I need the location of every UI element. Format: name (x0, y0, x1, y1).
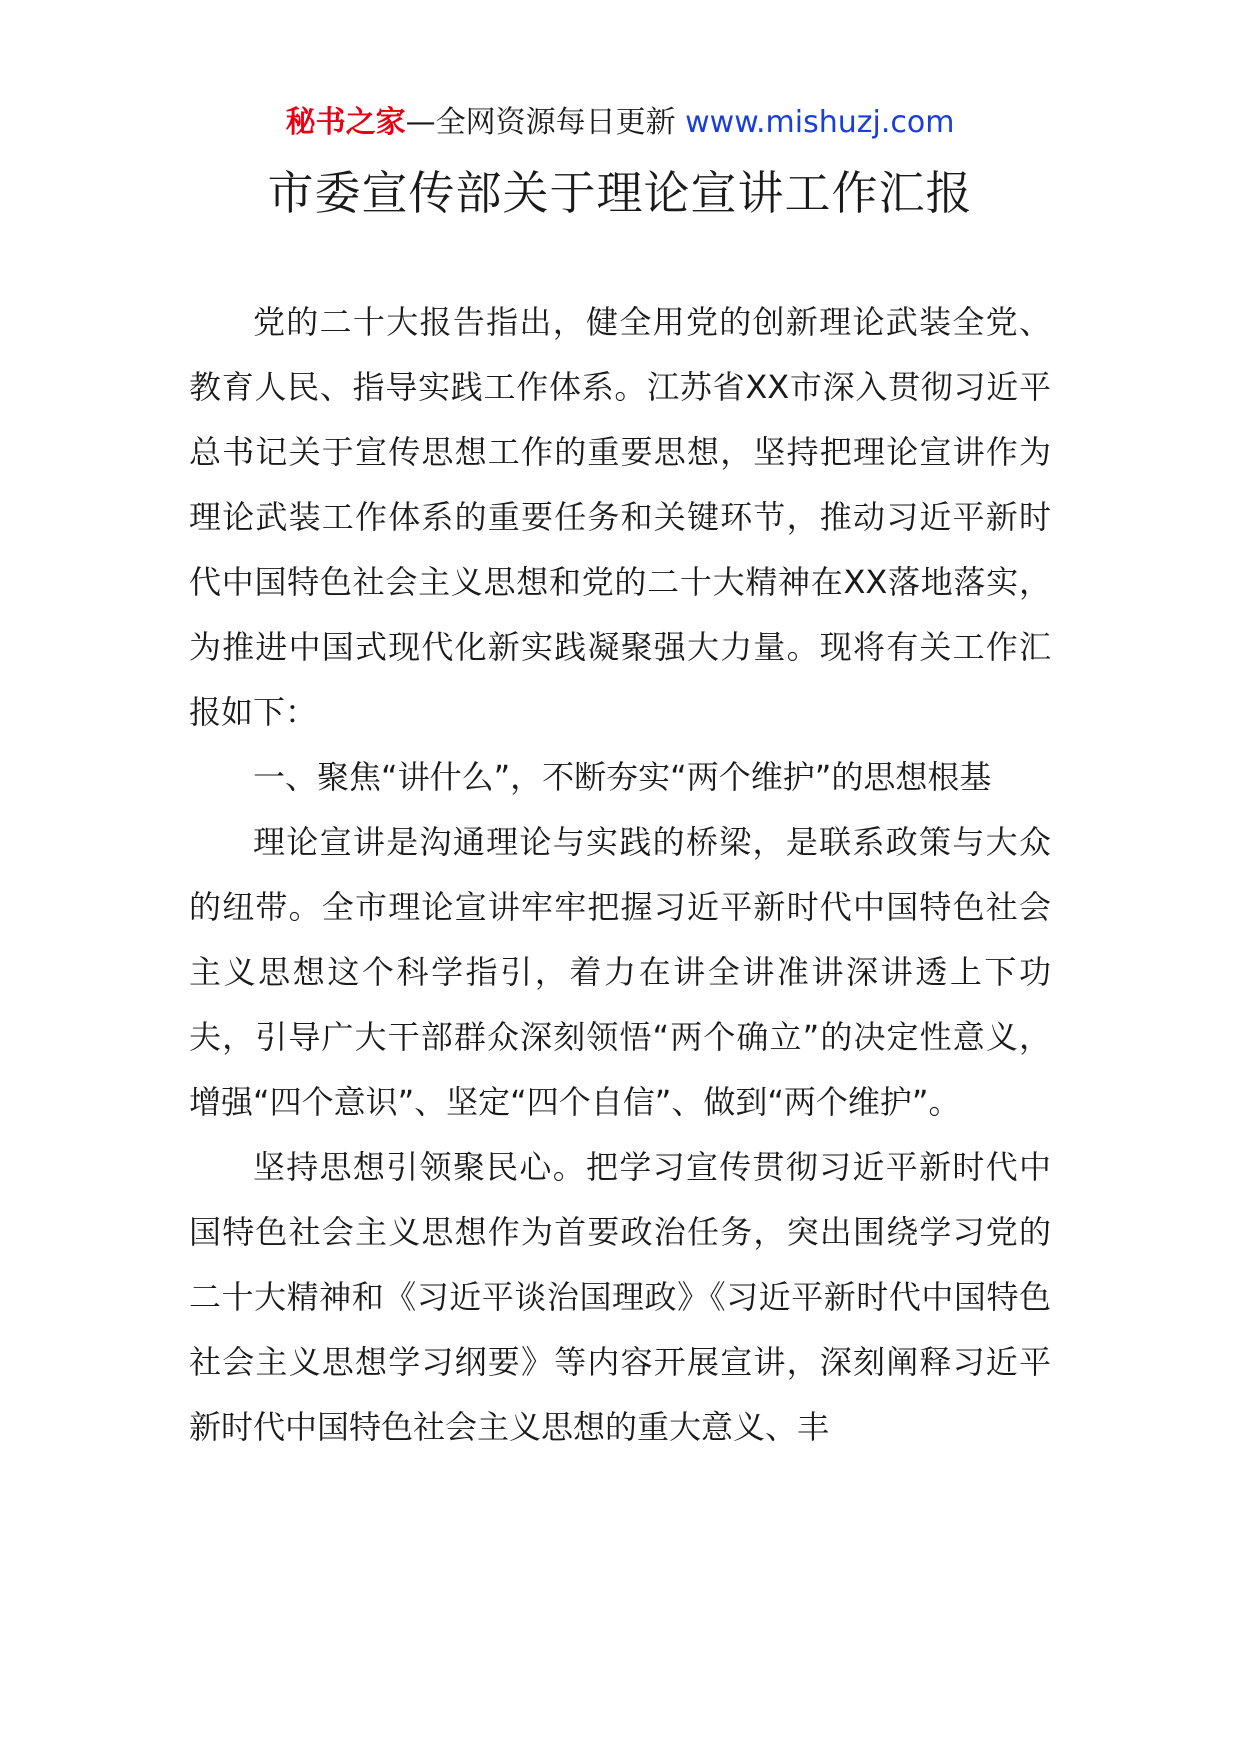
site-url-link[interactable]: www.mishuzj.com (685, 105, 955, 140)
brand-name: 秘书之家 (285, 105, 406, 140)
header-slogan: —全网资源每日更新 (405, 105, 686, 140)
section-heading-1: 一、聚焦“讲什么”，不断夯实“两个维护”的思想根基 (253, 758, 992, 796)
document-title: 市委宣传部关于理论宣讲工作汇报 (267, 166, 973, 220)
paragraph-intro: 党的二十大报告指出，健全用党的创新理论武装全党、教育人民、指导实践工作体系。江苏省XX市深入贯彻习近平总书记关于宣传思想工作的重要思想，坚持把理论宣讲作为理论武装工作体系的重要任务和关键环节，推动习近平新时代中国特色社会主义思想和党的二十大精神在XX落地落实，为推进中国式现代化新实践凝聚强大力量。现将有关工作汇报如下： (189, 303, 1051, 731)
site-header (0, 103, 1240, 143)
paragraph-section-1-intro: 理论宣讲是沟通理论与实践的桥梁，是联系政策与大众的纽带。全市理论宣讲牢牢把握习近平新时代中国特色社会主义思想这个科学指引，着力在讲全讲准讲深讲透上下功夫，引导广大干部群众深刻领悟“两个确立”的决定性意义，增强“四个意识”、坚定“四个自信”、做到“两个维护”。 (189, 823, 1051, 1121)
paragraph-thought-leadership: 坚持思想引领聚民心。把学习宣传贯彻习近平新时代中国特色社会主义思想作为首要政治任务，突出围绕学习党的二十大精神和《习近平谈治国理政》《习近平新时代中国特色社会主义思想学习纲要》等内容开展宣讲，深刻阐释习近平新时代中国特色社会主义思想的重大意义、丰 (189, 1148, 1051, 1446)
document-body (189, 290, 1051, 1460)
